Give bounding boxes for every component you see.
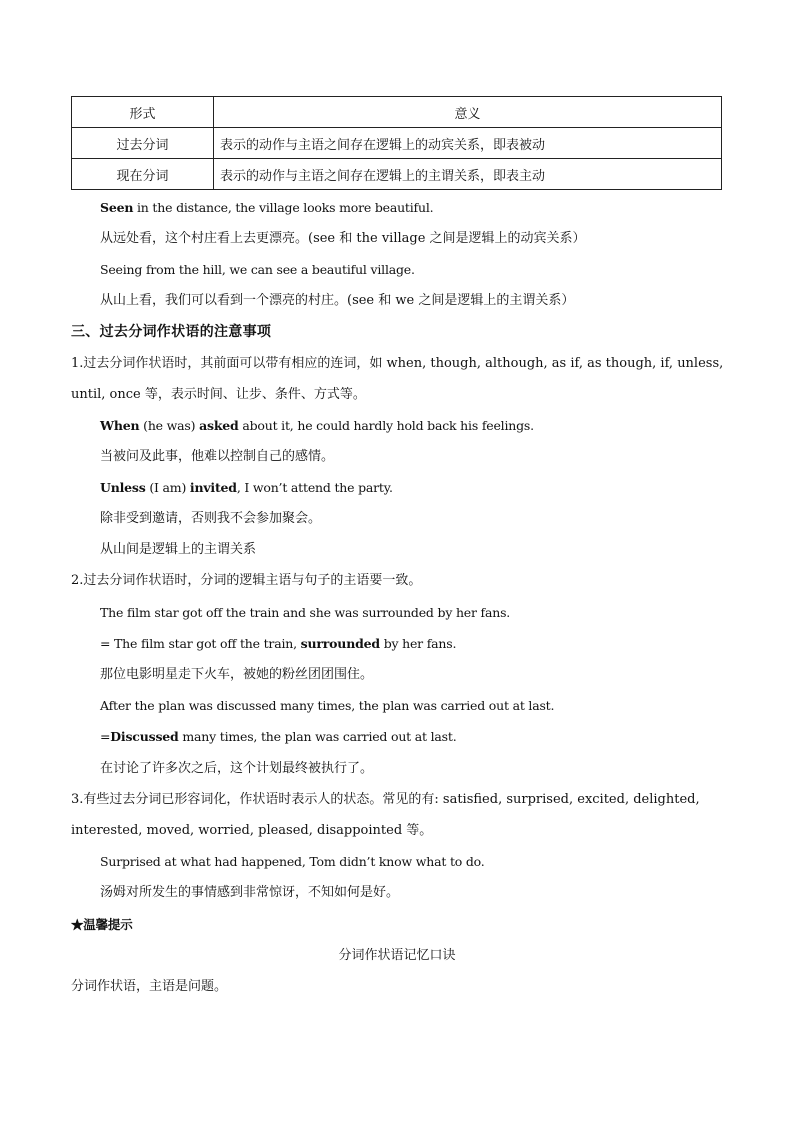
example-seen [100, 199, 433, 217]
example-plan-translation: 在讨论了许多次之后，这个计划最终被执行了。 [100, 761, 374, 776]
example-film-2 [100, 635, 456, 653]
example-unless-translation: 除非受到邀请，否则我不会参加聚会。 [100, 511, 322, 526]
example-text: many times, the plan was carried out at last. [178, 729, 457, 744]
example-unless [100, 479, 393, 497]
example-film-translation: 那位电影明星走下火车，被她的粉丝团团围住。 [100, 667, 374, 682]
tip-title: 分词作状语记忆口诀 [338, 948, 456, 963]
example-when [100, 417, 534, 435]
example-surprised-translation: 汤姆对所发生的事情感到非常惊讶，不知如何是好。 [100, 885, 400, 900]
table-header-row [72, 97, 722, 128]
section-heading: 三、过去分词作状语的注意事项 [71, 324, 272, 340]
tip-line-1: 分词作状语，主语是问题。 [71, 979, 228, 994]
example-text: in the distance, the village looks more beautiful. [133, 200, 434, 215]
paragraph-2: 2.过去分词作状语时，分词的逻辑主语与句子的主语要一致。 [71, 573, 422, 588]
participle-meaning-table [71, 96, 722, 190]
bold-word: When [100, 418, 140, 433]
table-cell-form: 过去分词 [72, 128, 214, 159]
bold-word: Discussed [110, 729, 179, 744]
example-seen-translation: 从远处看，这个村庄看上去更漂亮。(see 和 the village 之间是逻辑上的动宾关系） [100, 231, 586, 246]
example-text: (he was) [139, 418, 200, 433]
example-plan-1: After the plan was discussed many times, the plan was carried out at last. [100, 698, 555, 713]
table-cell-meaning: 表示的动作与主语之间存在逻辑上的动宾关系，即表被动 [214, 128, 722, 159]
tip-label: ★温馨提示 [71, 917, 133, 932]
table-header-meaning: 意义 [214, 97, 722, 128]
bold-word: Unless [100, 480, 146, 495]
example-seeing-translation: 从山上看，我们可以看到一个漂亮的村庄。(see 和 we 之间是逻辑上的主谓关系） [100, 293, 575, 308]
paragraph-1-line-2: until, once 等，表示时间、让步、条件、方式等。 [71, 387, 366, 402]
table-row [72, 159, 722, 190]
paragraph-3-line-2: interested, moved, worried, pleased, disappointed 等。 [71, 823, 433, 838]
example-when-translation: 当被问及此事，他难以控制自己的感情。 [100, 449, 335, 464]
bold-word: asked [199, 418, 239, 433]
example-text: about it, he could hardly hold back his feelings. [238, 418, 534, 433]
example-text: (I am) [145, 480, 190, 495]
table-cell-form: 现在分词 [72, 159, 214, 190]
example-surprised: Surprised at what had happened, Tom didn’t know what to do. [100, 854, 485, 869]
table-header-form: 形式 [72, 97, 214, 128]
example-plan-2 [100, 728, 457, 746]
table-cell-meaning: 表示的动作与主语之间存在逻辑上的主谓关系，即表主动 [214, 159, 722, 190]
bold-word: invited [189, 480, 237, 495]
example-text: = The film star got off the train, [100, 636, 301, 651]
example-text: by her fans. [379, 636, 457, 651]
table-row [72, 128, 722, 159]
bold-word: surrounded [300, 636, 380, 651]
bold-word: Seen [100, 200, 134, 215]
extra-note: 从山间是逻辑上的主谓关系 [100, 542, 257, 557]
paragraph-1-line-1: 1.过去分词作状语时，其前面可以带有相应的连词，如 when, though, although, as if, as though, if, unless, [71, 356, 724, 371]
example-seeing: Seeing from the hill, we can see a beautiful village. [100, 262, 415, 277]
paragraph-3-line-1: 3.有些过去分词已形容词化，作状语时表示人的状态。常见的有: satisfied, surprised, excited, delighted, [71, 792, 700, 807]
example-text: , I won’t attend the party. [236, 480, 393, 495]
example-film-1: The film star got off the train and she was surrounded by her fans. [100, 605, 511, 620]
example-text: = [100, 729, 111, 744]
